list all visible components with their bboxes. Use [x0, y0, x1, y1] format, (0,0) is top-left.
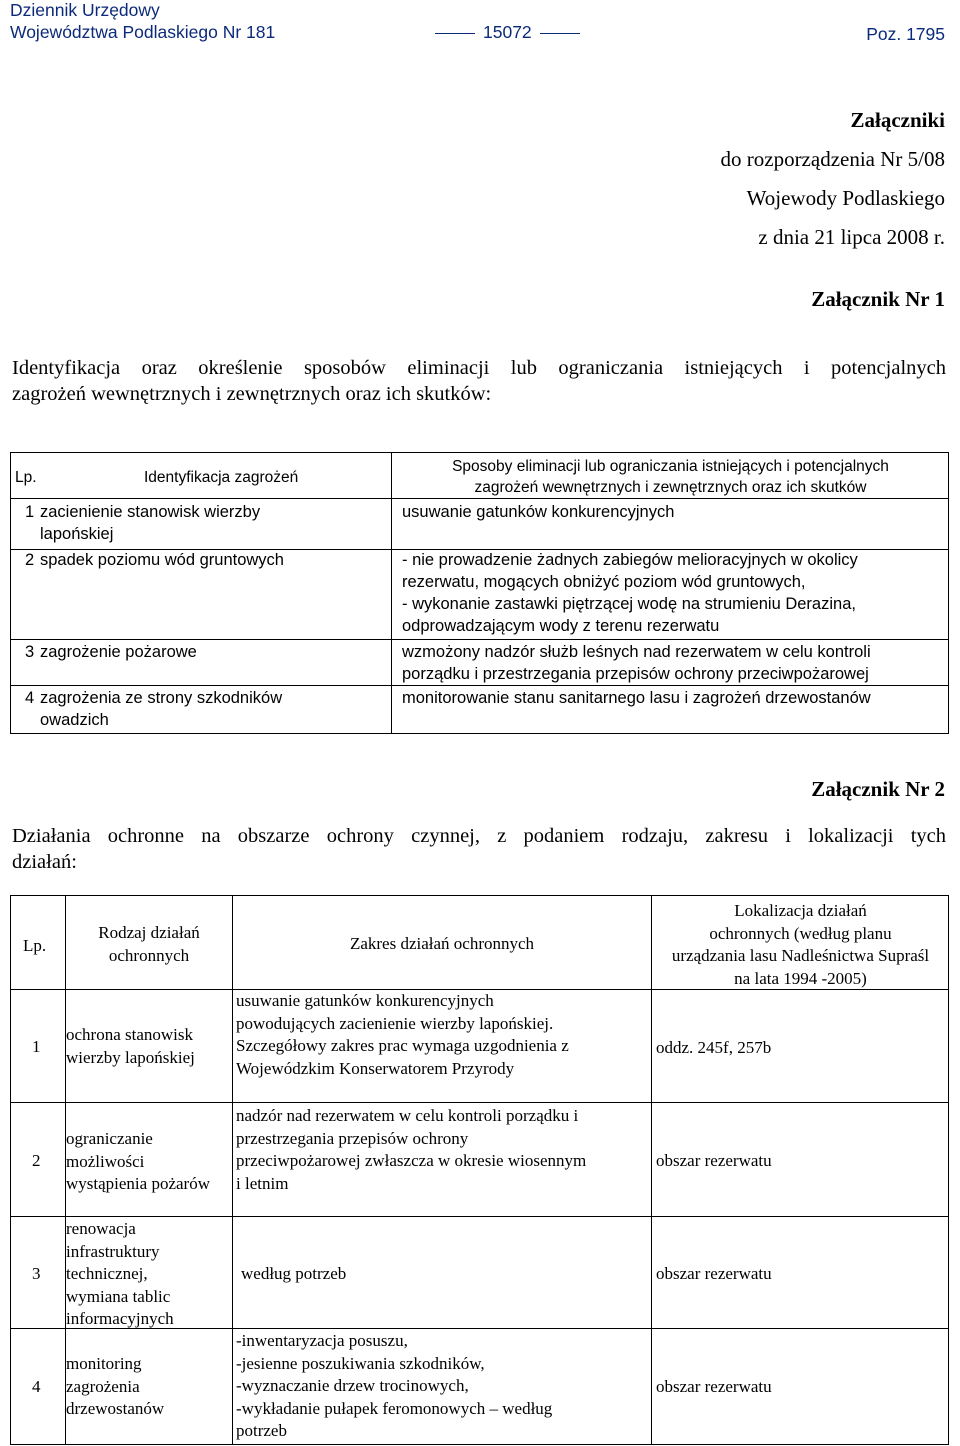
annex1-intro-line1: Identyfikacja oraz określenie sposobów eliminacji lub ograniczania istniejących i potencjalnych — [12, 357, 946, 379]
table-row-2-method-line2: rezerwatu, mogących obniżyć poziom wód gruntowych, — [402, 573, 806, 591]
table-row-2-lp: 2 — [25, 551, 35, 569]
voivode-line: Wojewody Podlaskiego — [746, 186, 945, 210]
table-row-4-type-line: monitoring — [66, 1354, 142, 1373]
attachments-title: Załączniki — [850, 108, 945, 132]
table-row-2-loc: obszar rezerwatu — [656, 1151, 772, 1170]
table-row-2-type-line: wystąpienia pożarów — [66, 1174, 210, 1193]
col-loc-header — [652, 900, 949, 990]
page-number-text: 15072 — [483, 22, 532, 42]
table-row-3-lp: 3 — [25, 643, 35, 661]
journal-subtitle: Województwa Podlaskiego Nr 181 — [10, 22, 276, 42]
dash-left — [435, 33, 475, 34]
annex1-intro-line2: zagrożeń wewnętrznych i zewnętrznych oraz ich skutków: — [12, 383, 492, 405]
col-scope-header: Zakres działań ochronnych — [349, 934, 535, 953]
table-row-2-method-line1: - nie prowadzenie żadnych zabiegów melioracyjnych w okolicy — [402, 551, 858, 569]
table-row-3-method-line2: porządku i przestrzegania przepisów ochrony przeciwpożarowej — [402, 665, 869, 683]
table-row-1-scope — [236, 990, 569, 1080]
table-row-1-scope-line: powodujących zacienienie wierzby lapońskiej. — [236, 1013, 554, 1033]
annex2-intro-line2: działań: — [12, 851, 77, 873]
table-row-1-loc: oddz. 245f, 257b — [656, 1038, 772, 1057]
annex2-intro — [12, 823, 946, 875]
col-loc-header-line1: Lokalizacja działań — [734, 901, 867, 920]
table-row-3-method-line1: wzmożony nadzór służb leśnych nad rezerwatem w celu kontroli — [402, 643, 871, 661]
table-row-1-scope-line: Szczegółowy zakres prac wymaga uzgodnienia z — [236, 1036, 569, 1055]
date-line: z dnia 21 lipca 2008 r. — [758, 225, 945, 249]
table-row-3-type-line: informacyjnych — [66, 1309, 174, 1328]
col-type-header-line1: Rodzaj działań — [98, 923, 200, 942]
table-row-2-scope-line: przeciwpożarowej zwłaszcza w okresie wiosennym — [236, 1151, 587, 1170]
table-row-2-type-line: możliwości — [66, 1151, 145, 1171]
table-row-3-type — [66, 1218, 174, 1331]
table-row-1-type-line: wierzby lapońskiej — [66, 1047, 195, 1067]
table-row-3-type-line: infrastruktury — [66, 1241, 160, 1261]
col-loc-header-line3: urządzania lasu Nadleśnictwa Supraśl — [671, 946, 930, 965]
table-row-1-ident-line2: lapońskiej — [40, 525, 114, 543]
table-row-3-loc: obszar rezerwatu — [656, 1264, 772, 1283]
table-row-1-type — [66, 1024, 195, 1069]
row-divider — [11, 498, 948, 499]
table-row-4-scope-line: potrzeb — [236, 1421, 287, 1440]
table-row-4-ident-line2: owadzich — [40, 711, 109, 729]
threats-table — [10, 452, 949, 734]
table-row-1-scope-line: Wojewódzkim Konserwatorem Przyrody — [236, 1058, 515, 1078]
position-number: Poz. 1795 — [866, 24, 945, 44]
table-row-3-type-line: renowacja — [66, 1219, 136, 1238]
table-row-2-scope-line: i letnim — [236, 1173, 289, 1193]
table-row-1-type-line: ochrona stanowisk — [66, 1025, 194, 1044]
col-loc-header-line4: na lata 1994 -2005) — [734, 968, 867, 988]
table-row-2-type — [66, 1128, 210, 1196]
table-row-1-lp: 1 — [32, 1037, 41, 1056]
table-row-2-scope-line: nadzór nad rezerwatem w celu kontroli porządku i — [236, 1106, 579, 1125]
table-row-4-scope-line: -jesienne poszukiwania szkodników, — [236, 1353, 485, 1373]
col-loc-header-line2: ochronnych (według planu — [709, 923, 892, 943]
table-row-4-lp: 4 — [25, 689, 35, 707]
page-number — [427, 22, 588, 43]
table-row-4-type-line: zagrożenia — [66, 1376, 140, 1396]
table-row-1-lp: 1 — [25, 503, 35, 521]
table-row-2-type-line: ograniczanie — [66, 1129, 153, 1148]
col-lp-header: Lp. — [15, 469, 37, 486]
table-row-3-lp: 3 — [32, 1264, 41, 1283]
table-row-4-type — [66, 1353, 164, 1421]
table-row-3-ident: zagrożenie pożarowe — [40, 643, 197, 661]
row-divider — [11, 1216, 948, 1217]
table-row-1-ident — [40, 501, 260, 545]
table-row-3-scope: według potrzeb — [241, 1264, 347, 1283]
table-row-2-method-line3: - wykonanie zastawki piętrzącej wodę na strumieniu Derazina, — [402, 595, 856, 613]
col-methods-header — [392, 456, 949, 498]
row-divider — [11, 639, 948, 640]
table-row-3-method — [402, 641, 871, 685]
table-row-4-scope-line: -wykładanie pułapek feromonowych – według — [236, 1398, 553, 1418]
table-row-2-lp: 2 — [32, 1151, 41, 1170]
table-row-1-ident-line1: zacienienie stanowisk wierzby — [40, 503, 261, 521]
table-row-2-scope — [236, 1105, 586, 1195]
table-row-2-method-line4: odprowadzającym wody z terenu rezerwatu — [402, 617, 720, 635]
col-divider — [232, 896, 233, 1444]
table-row-4-ident — [40, 687, 282, 731]
dash-right — [540, 33, 580, 34]
table-row-4-loc: obszar rezerwatu — [656, 1377, 772, 1396]
col-ident-header: Identyfikacja zagrożeń — [144, 469, 299, 486]
table-row-3-type-line: technicznej, — [66, 1264, 148, 1283]
journal-title: Dziennik Urzędowy — [10, 0, 160, 20]
table-row-4-lp: 4 — [32, 1377, 41, 1396]
annex1-intro — [12, 355, 946, 407]
row-divider — [11, 1102, 948, 1103]
annex2-intro-line1: Działania ochronne na obszarze ochrony czynnej, z podaniem rodzaju, zakresu i lokalizacji tych — [12, 825, 946, 847]
row-divider — [11, 685, 948, 686]
table-row-2-method — [402, 549, 858, 637]
regulation-line: do rozporządzenia Nr 5/08 — [720, 147, 945, 171]
table-row-4-scope — [236, 1330, 552, 1443]
col-type-header — [66, 922, 232, 967]
table-row-3-type-line: wymiana tablic — [66, 1286, 171, 1306]
annex2-title: Załącznik Nr 2 — [811, 777, 945, 801]
col-type-header-line2: ochronnych — [108, 945, 190, 965]
col-methods-header-line2: zagrożeń wewnętrznych i zewnętrznych oraz ich skutków — [474, 479, 867, 496]
col-lp-header: Lp. — [23, 936, 47, 955]
table-row-2-scope-line: przestrzegania przepisów ochrony — [236, 1128, 469, 1148]
annex1-title: Załącznik Nr 1 — [811, 287, 945, 311]
table-row-2-ident: spadek poziomu wód gruntowych — [40, 551, 284, 569]
table-row-1-method: usuwanie gatunków konkurencyjnych — [402, 503, 675, 521]
protective-actions-table — [10, 895, 949, 1445]
table-row-1-scope-line: usuwanie gatunków konkurencyjnych — [236, 991, 494, 1010]
table-row-4-ident-line1: zagrożenia ze strony szkodników — [40, 689, 283, 707]
table-row-4-type-line: drzewostanów — [66, 1399, 165, 1418]
table-row-4-scope-line: -inwentaryzacja posuszu, — [236, 1331, 408, 1350]
table-row-4-scope-line: -wyznaczanie drzew trocinowych, — [236, 1376, 469, 1395]
table-row-4-method: monitorowanie stanu sanitarnego lasu i zagrożeń drzewostanów — [402, 689, 871, 707]
col-methods-header-line1: Sposoby eliminacji lub ograniczania istniejących i potencjalnych — [452, 458, 889, 475]
